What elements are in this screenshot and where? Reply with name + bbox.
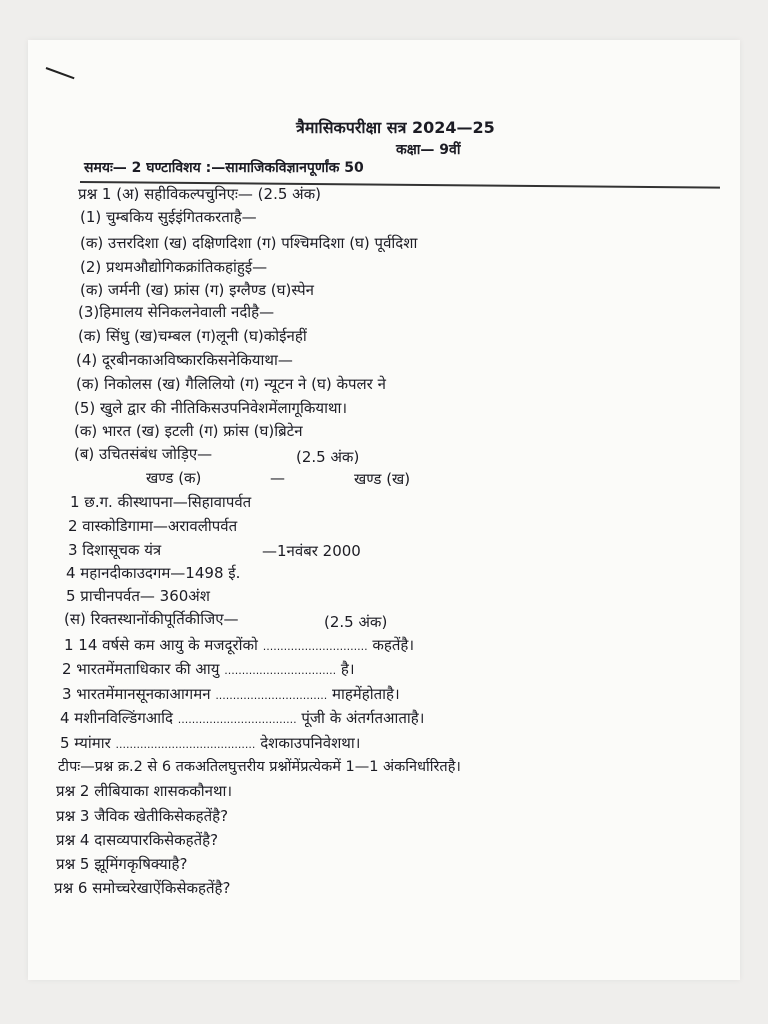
question-4-text: (4) दूरबीनकाअविष्कारकिसनेकियाथा—	[76, 351, 293, 369]
fill-blank-text: 3 भारतमेंमानसूनकाआगमन	[62, 685, 211, 703]
fill-blank-dots: ..............................	[262, 640, 368, 653]
fill-blank-text: 1 14 वर्षसे कम आयु के मजदूरोंको	[64, 636, 258, 654]
fill-blank-item	[64, 635, 414, 657]
fill-blank-ending: कहतेंहै।	[372, 636, 415, 654]
section-a-heading: प्रश्न 1 (अ) सहीविकल्पचुनिएः— (2.5 अंक)	[78, 185, 321, 203]
fill-blank-dots: ........................................	[115, 738, 256, 751]
fill-blank-ending: देशकाउपनिवेशथा।	[260, 734, 361, 752]
column-separator: —	[270, 469, 285, 487]
fill-blank-text: 5 म्यांमार	[60, 734, 111, 752]
fill-blank-dots: ................................	[224, 664, 337, 677]
fill-blank-ending: पूंजी के अंतर्गतआताहै।	[301, 709, 425, 727]
question-4-options: (क) निकोलस (ख) गैलिलियो (ग) न्यूटन ने (घ) केपलर ने	[76, 375, 386, 393]
fill-blank-text: 2 भारतमेंमताधिकार की आयु	[62, 660, 220, 678]
question-5-text: (5) खुले द्वार की नीतिकिसउपनिवेशमेंलागूकियाथा।	[74, 399, 348, 417]
exam-title: त्रैमासिकपरीक्षा सत्र 2024—25	[296, 118, 495, 137]
match-item: 1 छ.ग. कीस्थापना—सिहावापर्वत	[70, 493, 252, 511]
short-question: प्रश्न 3 जैविक खेतीकिसेकहतेंहै?	[56, 807, 229, 825]
fill-blank-ending: माहमेंहोताहै।	[331, 685, 400, 703]
question-2-options: (क) जर्मनी (ख) फ्रांस (ग) इग्लैण्ड (घ)स्पेन	[80, 281, 315, 299]
question-1-text: (1) चुम्बकिय सुईइंगितकरताहै—	[80, 208, 257, 226]
section-b-marks: (2.5 अंक)	[296, 448, 360, 466]
short-question: प्रश्न 5 झूमिंगकृषिक्याहै?	[56, 855, 188, 873]
short-question: प्रश्न 6 समोच्चरेखाऐंकिसेकहतेंहै?	[54, 879, 231, 897]
match-item: 3 दिशासूचक यंत्र	[68, 541, 162, 559]
fill-blank-item	[62, 659, 355, 681]
match-item: 4 महानदीकाउदगम—1498 ई.	[66, 564, 241, 582]
section-b-heading: (ब) उचितसंबंध जोड़िए—	[74, 445, 213, 463]
instruction-note: टीपः—प्रश्न क्र.2 से 6 तकअतिलघुत्तरीय प्रश्नोंमेंप्रत्येकमें 1—1 अंकनिर्धारितहै।	[58, 759, 461, 775]
match-item: 5 प्राचीनपर्वत— 360अंश	[66, 587, 210, 605]
question-1-options: (क) उत्तरदिशा (ख) दक्षिणदिशा (ग) पश्चिमदिशा (घ) पूर्वदिशा	[80, 234, 418, 252]
column-a-heading: खण्ड (क)	[146, 469, 202, 487]
fill-blank-item	[62, 684, 400, 706]
class-label: कक्षा— 9वीं	[396, 142, 461, 158]
fill-blank-dots: ..................................	[177, 713, 297, 726]
fill-blank-text: 4 मशीनविल्डिंगआदि	[60, 709, 173, 727]
section-c-heading: (स) रिक्तस्थानोंकीपूर्तिकीजिए—	[64, 610, 239, 628]
fill-blank-item	[60, 708, 424, 730]
fill-blank-dots: ................................	[215, 689, 328, 702]
match-item: 2 वास्कोडिगामा—अरावलीपर्वत	[68, 517, 238, 535]
exam-meta: समयः— 2 घण्टाविशय :—सामाजिकविज्ञानपूर्णांक 50	[84, 160, 364, 176]
column-b-heading: खण्ड (ख)	[354, 470, 411, 488]
question-5-options: (क) भारत (ख) इटली (ग) फ्रांस (घ)ब्रिटेन	[74, 422, 303, 440]
fill-blank-item	[60, 733, 360, 755]
short-question: प्रश्न 2 लीबियाका शासककौनथा।	[56, 782, 233, 800]
section-c-marks: (2.5 अंक)	[324, 613, 388, 631]
question-3-text: (3)हिमालय सेनिकलनेवाली नदीहै—	[78, 303, 275, 321]
match-item-right: —1नवंबर 2000	[262, 542, 361, 560]
short-question: प्रश्न 4 दासव्यपारकिसेकहतेंहै?	[56, 831, 219, 849]
question-2-text: (2) प्रथमऔद्योगिकक्रांतिकहांहुई—	[80, 258, 268, 276]
question-3-options: (क) सिंधु (ख)चम्बल (ग)लूनी (घ)कोईनहीं	[78, 327, 307, 345]
fill-blank-ending: है।	[340, 660, 355, 678]
